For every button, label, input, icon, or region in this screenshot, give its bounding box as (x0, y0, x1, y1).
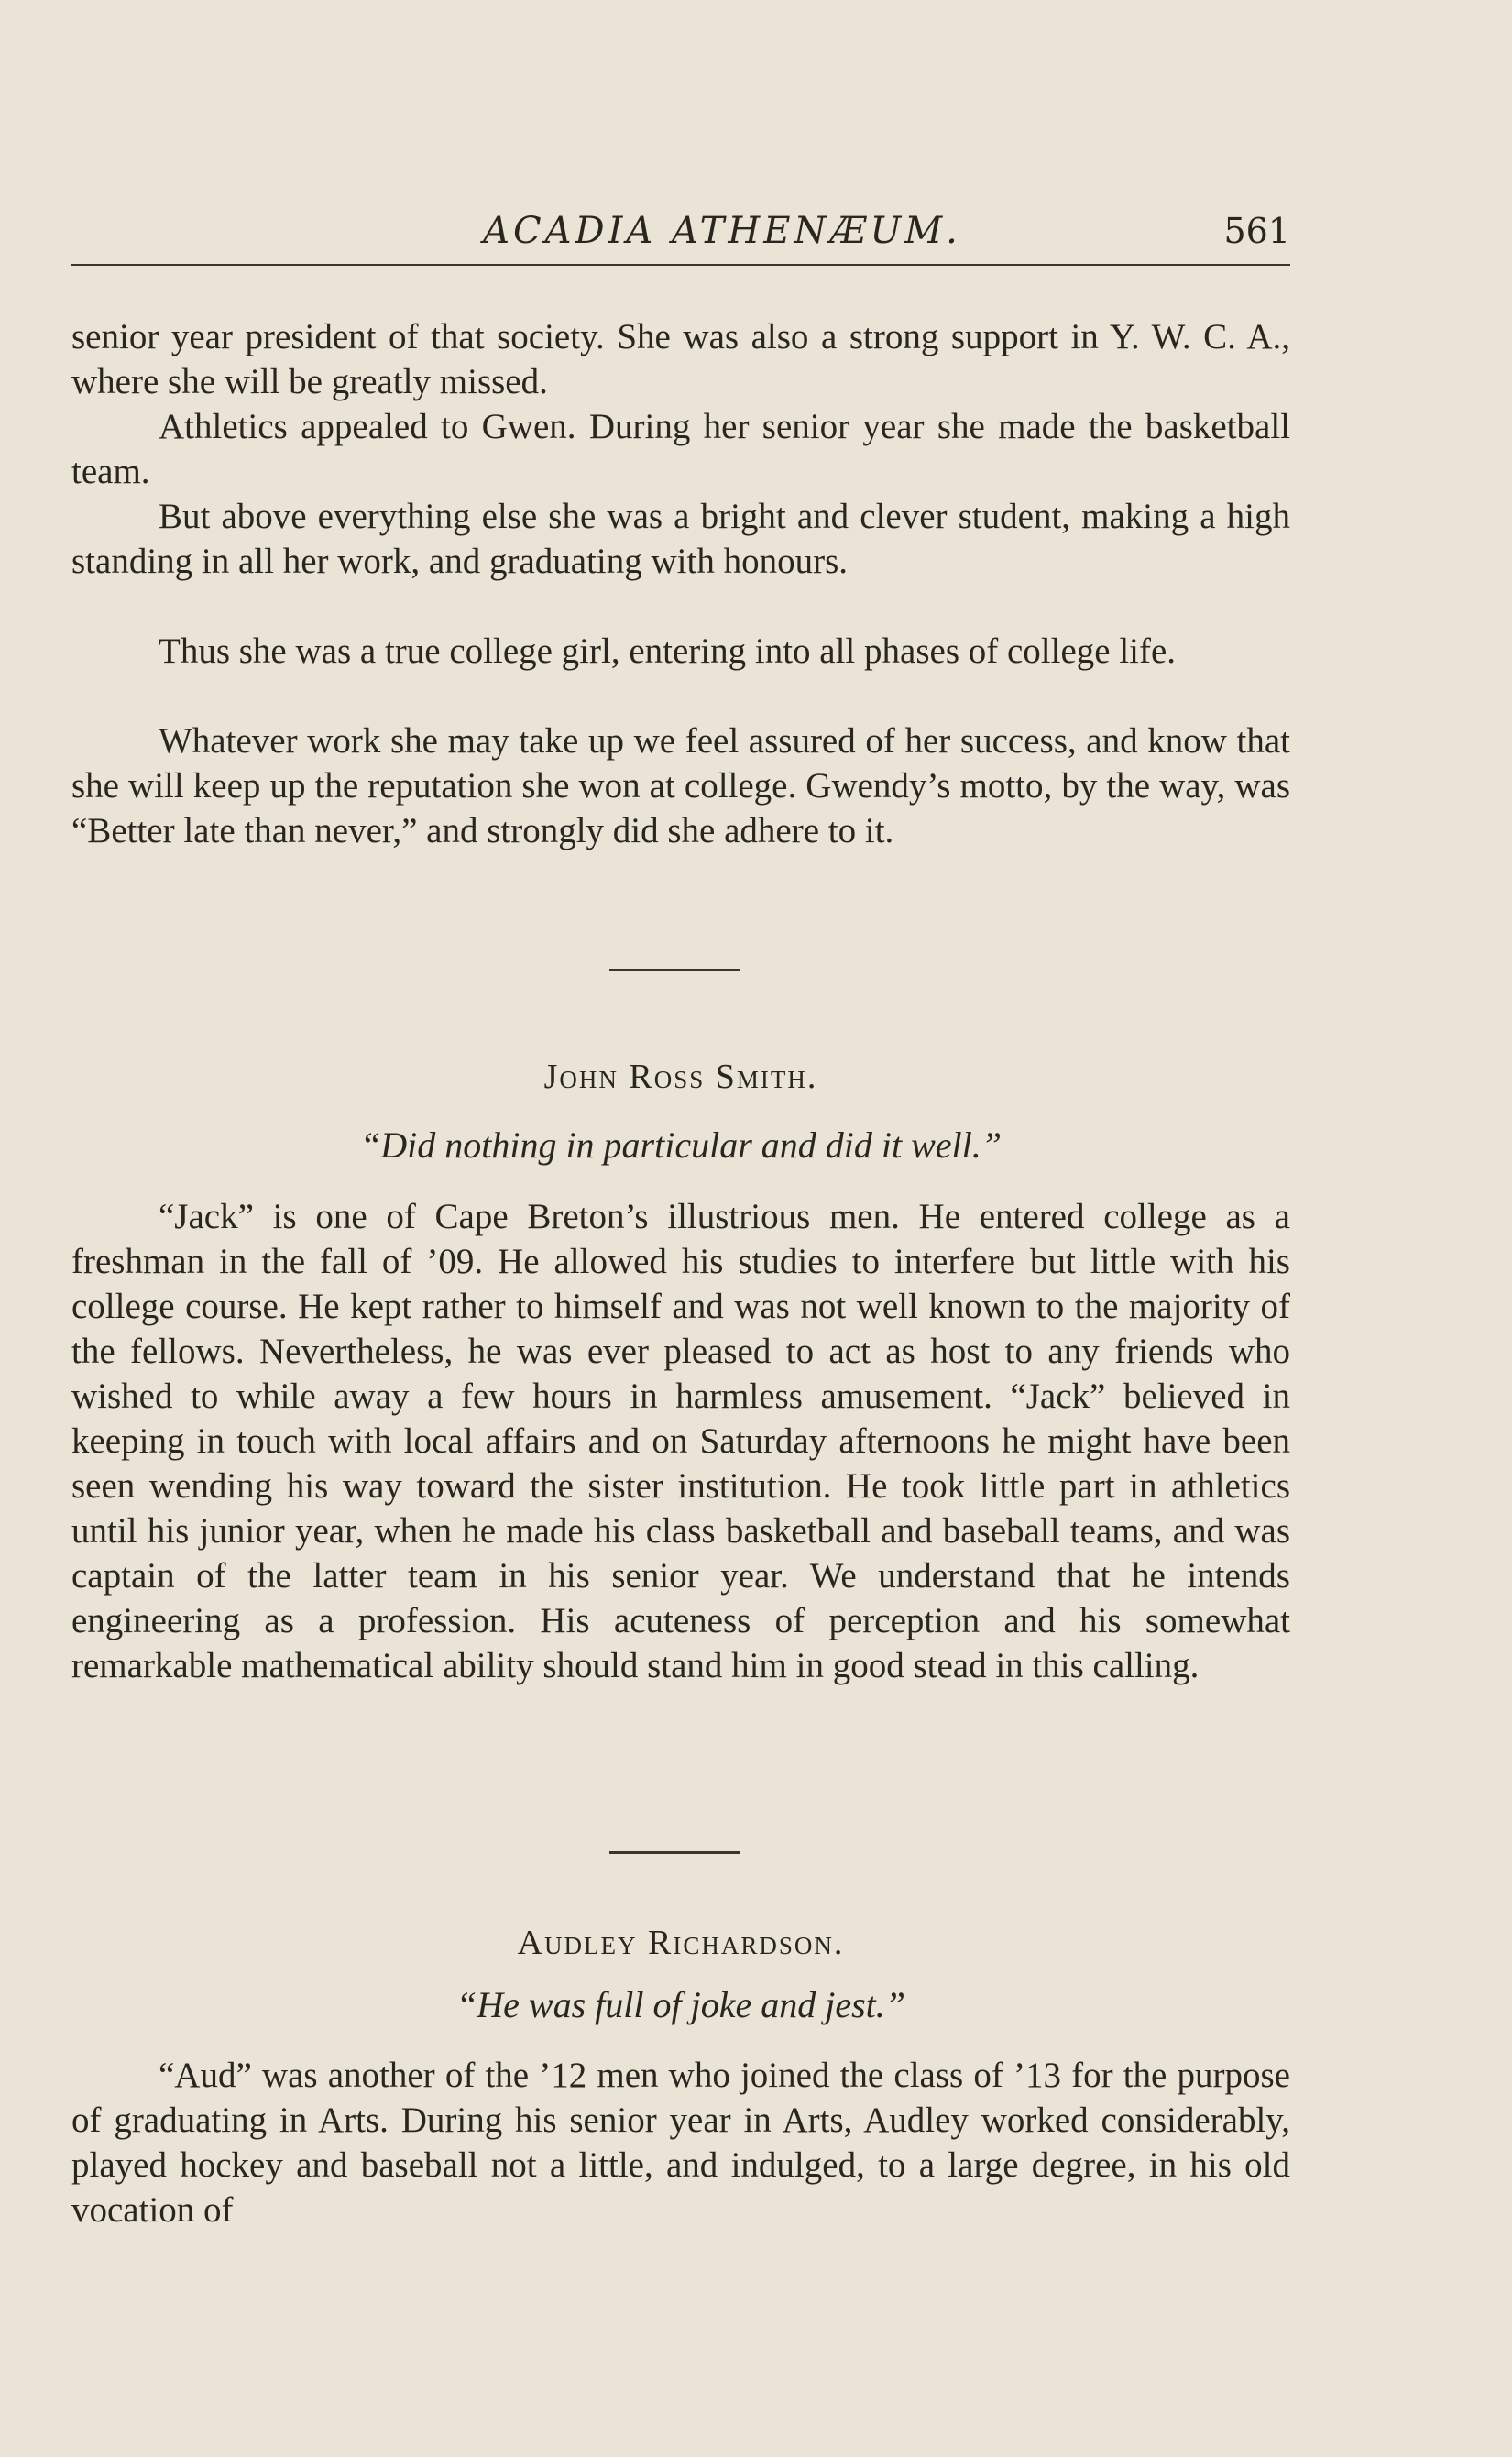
running-title: ACADIA ATHENÆUM. (483, 210, 961, 252)
page (71, 0, 1290, 2457)
page-number: 561 (1223, 211, 1290, 251)
biography-name: Audley Richardson. (517, 1924, 845, 1962)
biography-name: John Ross Smith. (543, 1058, 818, 1096)
paragraph: “Aud” was another of the ’12 men who joined the class of ’13 for the purpose of graduating in Arts. During his senior year in Arts, Audley worked considerably, played hockey and baseball not a little, and indulged, to a large degree, in his old vocation of (71, 2056, 1290, 2230)
paragraph: Athletics appealed to Gwen. During her senior year she made the basketball team. (71, 407, 1290, 491)
section-separator (609, 1851, 740, 1854)
paragraph: senior year president of that society. She was also a strong support in Y. W. C. A., where she will be greatly missed. (71, 317, 1290, 401)
paragraph: Thus she was a true college girl, entering into all phases of college life. (159, 631, 1177, 671)
paragraph: “Jack” is one of Cape Breton’s illustrious men. He entered college as a freshman in the fall of ’09. He allowed his studies to interfere but little with his college course. He kept rather to himself and was not well known to the majority of the fellows. Nevertheless, he was ever pleased to act as host to any friends who wished to while away a few hours in harmless amusement. “Jack” believed in keeping in touch with local affairs and on Saturday afternoons he might have been seen wending his way toward the sister institution. He took little part in athletics until his junior year, when he made his class basketball and baseball teams, and was captain of the latter team in his senior year. We understand that he intends engineering as a profession. His acuteness of perception and his somewhat remarkable mathematical ability should stand him in good stead in this calling. (71, 1197, 1290, 1685)
section-separator (609, 969, 740, 971)
header-rule (71, 264, 1290, 266)
paragraph: But above everything else she was a bright and clever student, making a high standing in all her work, and graduating with honours. (71, 497, 1290, 581)
biography-motto: “Did nothing in particular and did it well.” (359, 1124, 1003, 1166)
paragraph: Whatever work she may take up we feel assured of her success, and know that she will keep up the reputation she won at college. Gwendy’s motto, by the way, was “Better late than never,” and strongly did she adhere to it. (71, 721, 1290, 850)
page-header (71, 203, 1290, 258)
biography-motto: “He was full of joke and jest.” (456, 1984, 905, 2025)
